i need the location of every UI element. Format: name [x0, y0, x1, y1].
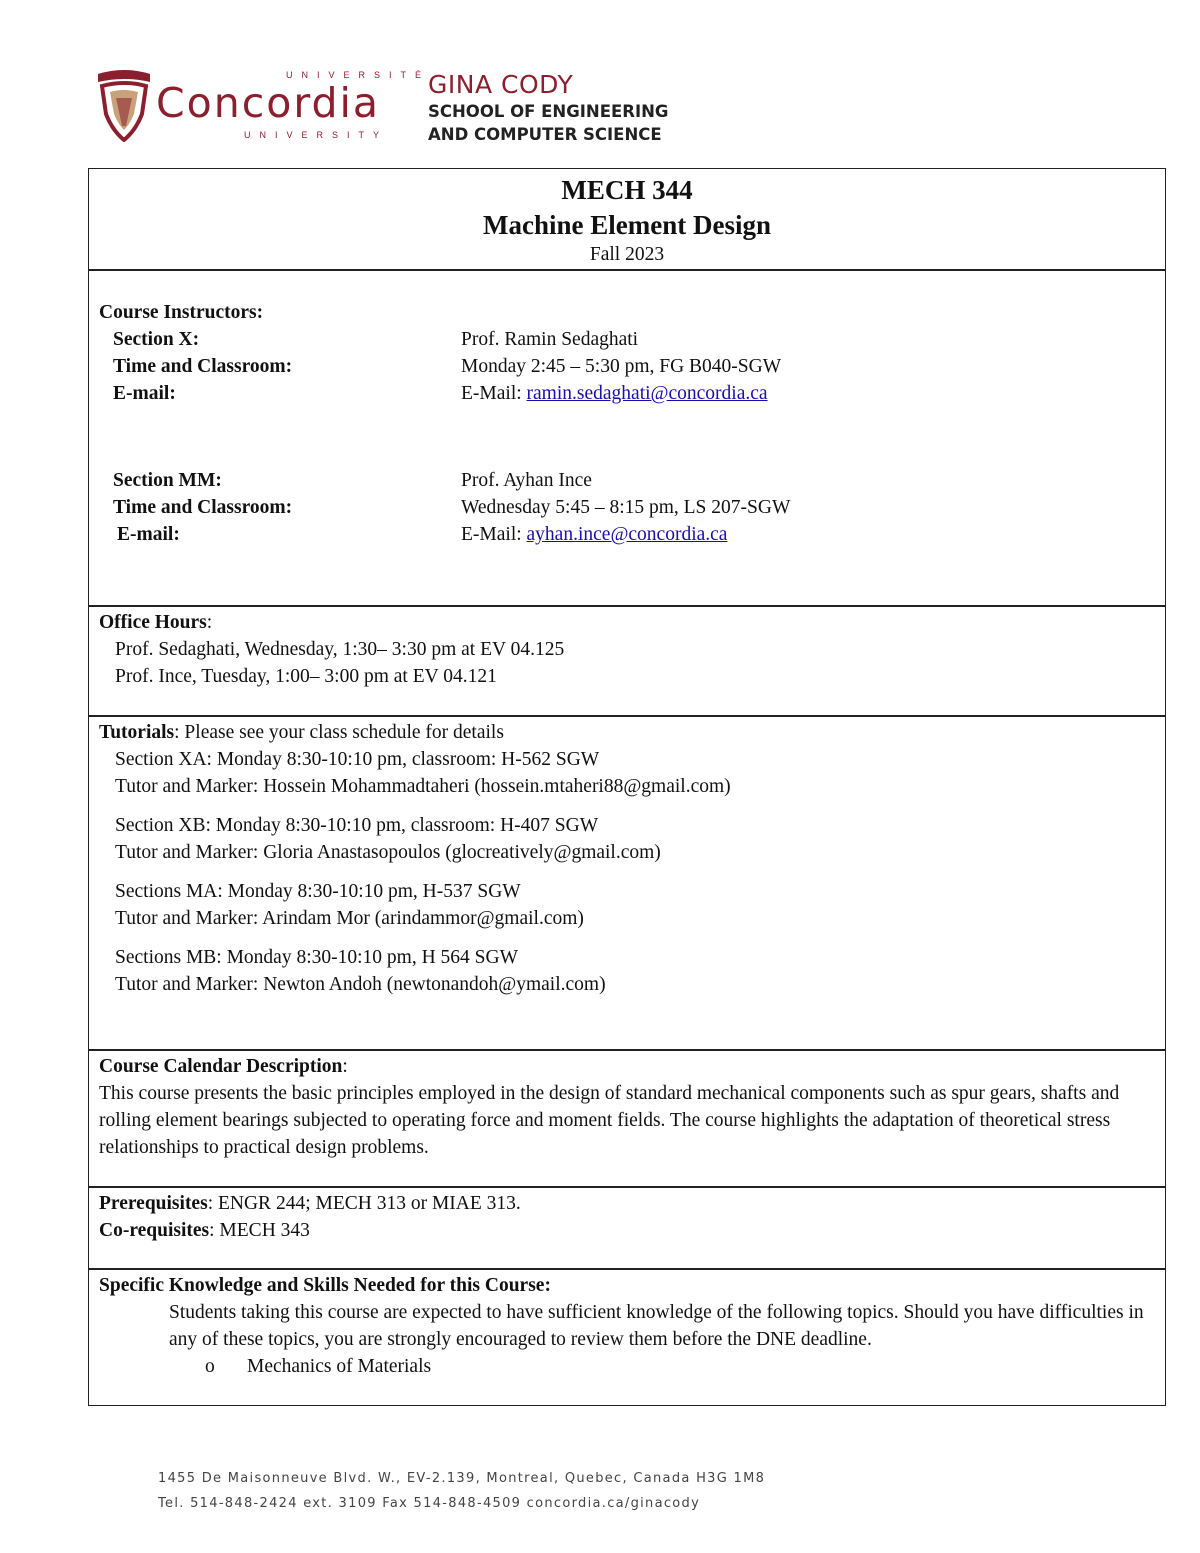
corequisites-label: Co-requisites [99, 1220, 210, 1241]
instructors-heading: Course Instructors: [99, 302, 264, 323]
time-row [99, 353, 1165, 380]
tutorial-tutor: Tutor and Marker: Newton Andoh (newtonandoh@ymail.com) [115, 974, 606, 995]
school-subtitle-1: SCHOOL OF ENGINEERING [428, 102, 669, 121]
section-row [99, 326, 1165, 353]
skills-section [89, 1268, 1165, 1405]
office-hours-colon: : [206, 612, 213, 633]
email-label: E-mail: [113, 383, 176, 404]
email-value [461, 380, 768, 407]
footer-contact: Tel. 514-848-2424 ext. 3109 Fax 514-848-4509 concordia.ca/ginacody [158, 1496, 701, 1511]
office-hours-section [89, 605, 1165, 715]
prerequisites-value: : ENGR 244; MECH 313 or MIAE 313. [207, 1193, 521, 1214]
calendar-title [99, 1053, 1165, 1080]
tutorial-tutor: Tutor and Marker: Gloria Anastasopoulos (glocreatively@gmail.com) [115, 842, 661, 863]
instructors-section [89, 269, 1165, 605]
email-value [461, 521, 727, 548]
tutorials-title [99, 719, 1165, 746]
course-outline-table [88, 168, 1166, 1406]
tutorial-group [99, 812, 1165, 866]
email-prefix: E-Mail: [461, 383, 527, 404]
school-name: GINA CODY [428, 70, 574, 99]
course-term: Fall 2023 [589, 244, 665, 265]
page-footer [158, 1466, 765, 1516]
university-label-fr: UNIVERSITÉ [286, 70, 431, 80]
tutorials-section [89, 715, 1165, 1049]
time-row [99, 494, 1165, 521]
corequisites-line [99, 1217, 1165, 1244]
email-row [99, 380, 1165, 407]
corequisites-value: : MECH 343 [209, 1220, 310, 1241]
university-name: Concordia [156, 79, 381, 127]
tutorial-section: Section XA: Monday 8:30-10:10 pm, classroom: H-562 SGW [115, 749, 600, 770]
tutorial-group [99, 878, 1165, 932]
prerequisites-line [99, 1190, 1165, 1217]
skills-list-item [99, 1353, 1165, 1380]
tutorial-group [99, 944, 1165, 998]
section-row [99, 467, 1165, 494]
university-label-en: UNIVERSITY [244, 130, 389, 140]
office-hours-line: Prof. Sedaghati, Wednesday, 1:30– 3:30 pm at EV 04.125 [115, 639, 565, 660]
footer-address: 1455 De Maisonneuve Blvd. W., EV-2.139, Montreal, Quebec, Canada H3G 1M8 [158, 1471, 766, 1486]
tutorial-tutor: Tutor and Marker: Hossein Mohammadtaheri (hossein.mtaheri88@gmail.com) [115, 776, 731, 797]
email-row [99, 521, 1165, 548]
email-prefix: E-Mail: [461, 524, 527, 545]
time-label: Time and Classroom: [113, 356, 293, 377]
tutorial-group [99, 746, 1165, 800]
time-value: Wednesday 5:45 – 8:15 pm, LS 207-SGW [461, 497, 791, 518]
time-value: Monday 2:45 – 5:30 pm, FG B040-SGW [461, 356, 782, 377]
email-link[interactable]: ayhan.ince@concordia.ca [526, 524, 728, 545]
course-name: Machine Element Design [483, 210, 771, 240]
time-label: Time and Classroom: [113, 497, 293, 518]
email-label: E-mail: [117, 524, 180, 545]
calendar-text: This course presents the basic principles employed in the design of standard mechanical components such as spur gears, shafts and rolling element bearings subjected to operating force and moment fields. The course highlights the adaptation of theoretical stress relationships to practical design problems. [99, 1083, 1120, 1158]
office-hours-heading: Office Hours [99, 612, 207, 633]
email-link[interactable]: ramin.sedaghati@concordia.ca [526, 383, 768, 404]
skills-text: Students taking this course are expected to have sufficient knowledge of the following topics. Should you have difficulties in any of these topics, you are strongly encouraged to review them before the DNE deadline. [169, 1302, 1144, 1350]
course-code: MECH 344 [561, 175, 693, 205]
tutorial-section: Sections MB: Monday 8:30-10:10 pm, H 564 SGW [115, 947, 518, 968]
tutorial-tutor: Tutor and Marker: Arindam Mor (arindammor@gmail.com) [115, 908, 584, 929]
prerequisites-label: Prerequisites [99, 1193, 208, 1214]
skills-item-label: Mechanics of Materials [247, 1356, 432, 1377]
school-subtitle-2: AND COMPUTER SCIENCE [428, 125, 662, 144]
calendar-description-section [89, 1049, 1165, 1186]
instructor-name: Prof. Ramin Sedaghati [461, 329, 639, 350]
requisites-section [89, 1186, 1165, 1268]
calendar-heading: Course Calendar Description [99, 1056, 343, 1077]
bullet-icon: o [205, 1356, 215, 1377]
office-hours-title [99, 609, 1165, 636]
tutorial-section: Section XB: Monday 8:30-10:10 pm, classroom: H-407 SGW [115, 815, 599, 836]
school-logo [96, 66, 696, 150]
concordia-crest-icon [96, 68, 152, 142]
instructor-name: Prof. Ayhan Ince [461, 470, 592, 491]
section-label: Section MM: [113, 470, 222, 491]
tutorials-heading: Tutorials [99, 722, 175, 743]
tutorials-intro: : Please see your class schedule for details [174, 722, 504, 743]
calendar-colon: : [342, 1056, 348, 1077]
office-hours-line: Prof. Ince, Tuesday, 1:00– 3:00 pm at EV 04.121 [115, 666, 497, 687]
tutorial-section: Sections MA: Monday 8:30-10:10 pm, H-537 SGW [115, 881, 521, 902]
section-label: Section X: [113, 329, 200, 350]
skills-heading: Specific Knowledge and Skills Needed for this Course: [99, 1275, 551, 1296]
course-title-section [89, 169, 1165, 269]
